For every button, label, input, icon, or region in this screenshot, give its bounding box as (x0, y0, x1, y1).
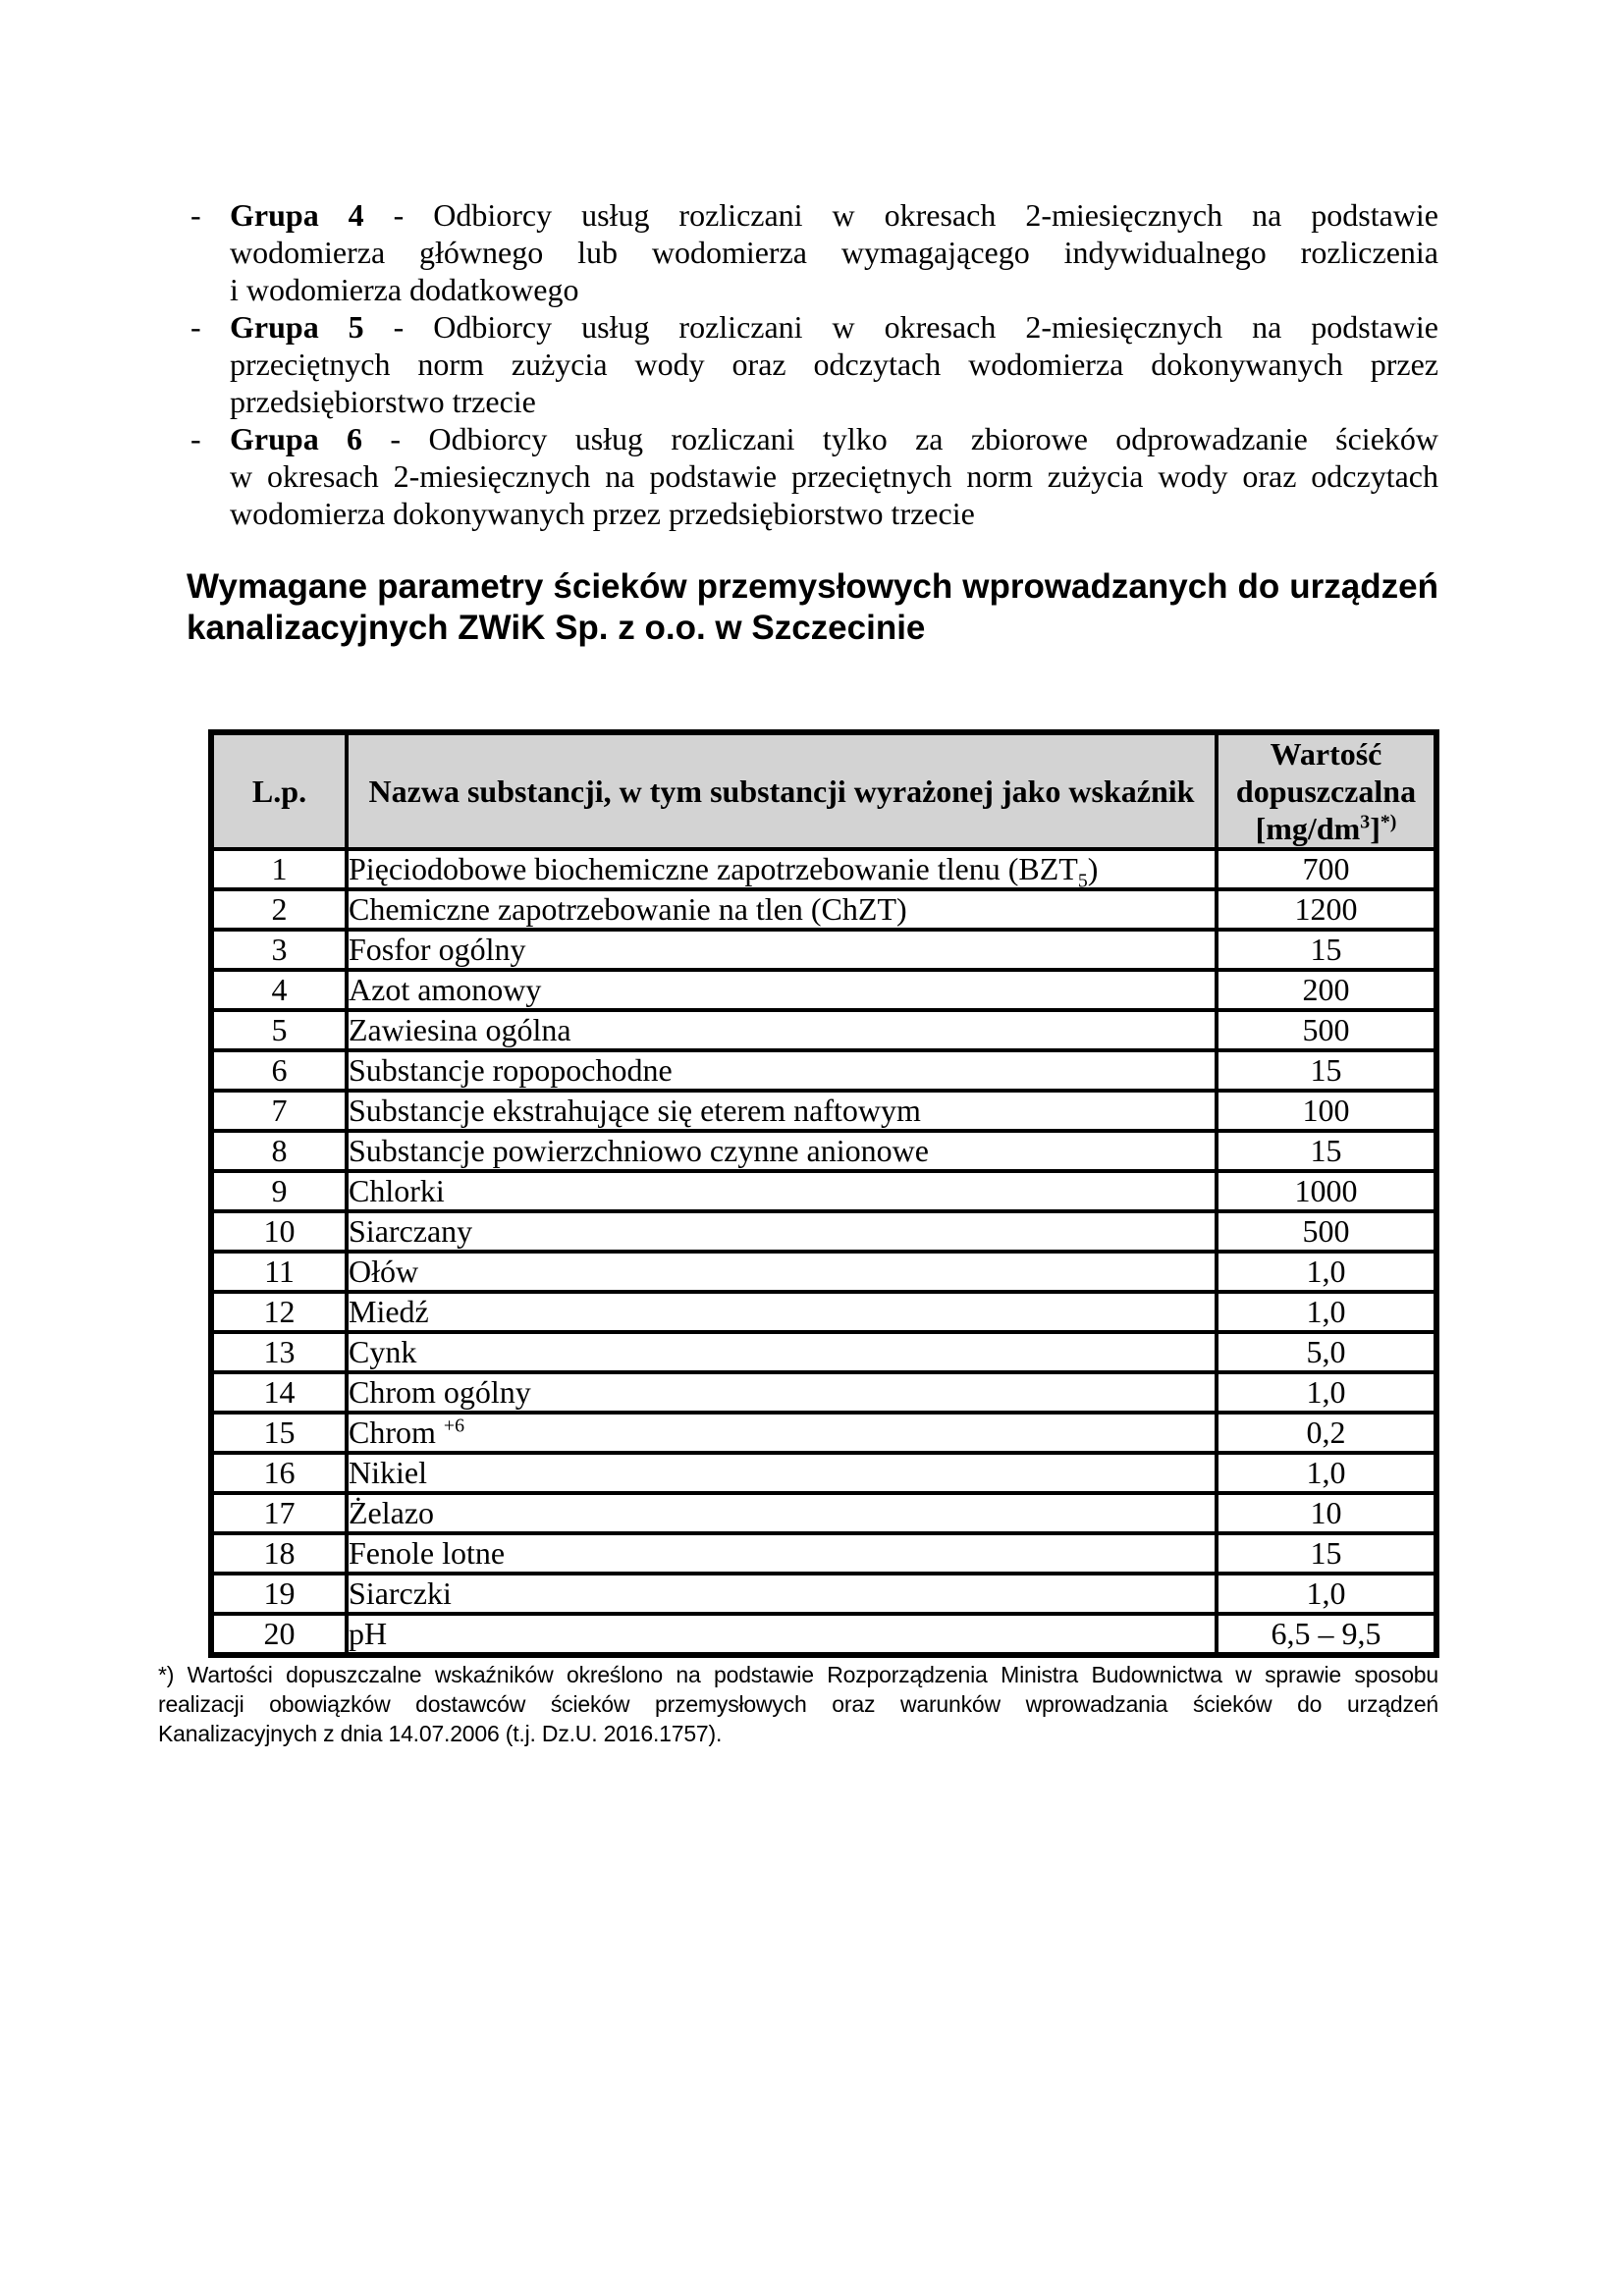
row-number: 5 (211, 1010, 347, 1050)
limit-value: 15 (1217, 1533, 1436, 1574)
header-limit-line (1218, 810, 1434, 847)
list-line: w okresach 2-miesięcznych na podstawie przeciętnych norm zużycia wody oraz odczytach (230, 458, 1438, 494)
row-number: 13 (211, 1332, 347, 1372)
limit-value: 1,0 (1217, 1292, 1436, 1332)
list-line (230, 196, 1438, 234)
dash-bullet: - (190, 421, 201, 456)
row-number: 8 (211, 1131, 347, 1171)
table-row (211, 1533, 1436, 1574)
substance-name: Nikiel (347, 1453, 1217, 1493)
row-number: 4 (211, 970, 347, 1010)
limit-value: 15 (1217, 1131, 1436, 1171)
substance-name: Cynk (347, 1332, 1217, 1372)
limit-value: 200 (1217, 970, 1436, 1010)
footnote-mark: *) (1380, 811, 1397, 833)
row-number: 20 (211, 1614, 347, 1655)
table-row (211, 1010, 1436, 1050)
row-number: 17 (211, 1493, 347, 1533)
list-line (230, 308, 1438, 346)
row-number: 15 (211, 1413, 347, 1453)
limit-value: 500 (1217, 1211, 1436, 1252)
list-line: i wodomierza dodatkowego (230, 272, 579, 307)
substance-text: Pięciodobowe biochemiczne zapotrzebowanie tlenu (BZT (349, 851, 1078, 886)
list-line: przeciętnych norm zużycia wody oraz odczytach wodomierza dokonywanych przez (230, 347, 1438, 382)
list-line-text: - Odbiorcy usług rozliczani w okresach 2-miesięcznych na podstawie (363, 309, 1439, 345)
row-number: 19 (211, 1574, 347, 1614)
list-line (230, 420, 1438, 457)
table-row (211, 1574, 1436, 1614)
substance-name: Azot amonowy (347, 970, 1217, 1010)
table-row (211, 1252, 1436, 1292)
unit-text: ] (1370, 811, 1380, 846)
header-limit-value (1217, 732, 1436, 849)
substance-name: Chrom ogólny (347, 1372, 1217, 1413)
group-label: Grupa 5 (230, 309, 364, 345)
row-number: 6 (211, 1050, 347, 1091)
row-number: 9 (211, 1171, 347, 1211)
limit-value: 15 (1217, 930, 1436, 970)
table-row (211, 1091, 1436, 1131)
substance-text: Chrom (349, 1415, 444, 1450)
table-row (211, 849, 1436, 889)
unit-text: [mg/dm (1255, 811, 1361, 846)
table-row (211, 1292, 1436, 1332)
substance-name: Zawiesina ogólna (347, 1010, 1217, 1050)
dash-bullet: - (190, 197, 201, 233)
parameters-table (208, 729, 1439, 1658)
list-line: wodomierza głównego lub wodomierza wymagającego indywidualnego rozliczenia (230, 235, 1438, 270)
header-limit-line: Wartość (1270, 736, 1382, 772)
heading-line: Wymagane parametry ścieków przemysłowych wprowadzanych do urządzeń (187, 567, 1438, 606)
table-row (211, 1050, 1436, 1091)
table-header-row (211, 732, 1436, 849)
header-lp: L.p. (211, 732, 347, 849)
table-row (211, 1171, 1436, 1211)
footnote-line: *) Wartości dopuszczalne wskaźników określono na podstawie Rozporządzenia Ministra Budownictwa w sprawie sposobu (158, 1662, 1438, 1687)
substance-name: Substancje ekstrahujące się eterem naftowym (347, 1091, 1217, 1131)
table-row (211, 1614, 1436, 1655)
list-line-text: - Odbiorcy usług rozliczani tylko za zbiorowe odprowadzanie ścieków (362, 421, 1439, 456)
footnote-line: realizacji obowiązków dostawców ścieków przemysłowych oraz warunków wprowadzania ścieków do urządzeń (158, 1691, 1438, 1717)
row-number: 12 (211, 1292, 347, 1332)
substance-name (347, 849, 1217, 892)
row-number: 1 (211, 849, 347, 889)
row-number: 10 (211, 1211, 347, 1252)
substance-name: pH (347, 1614, 1217, 1655)
table-row (211, 1131, 1436, 1171)
limit-value: 1,0 (1217, 1372, 1436, 1413)
limit-value: 1,0 (1217, 1252, 1436, 1292)
limit-value: 1,0 (1217, 1574, 1436, 1614)
list-line-text: - Odbiorcy usług rozliczani w okresach 2-miesięcznych na podstawie (363, 197, 1439, 233)
table-row (211, 1372, 1436, 1413)
limit-value: 6,5 – 9,5 (1217, 1614, 1436, 1655)
substance-name: Miedź (347, 1292, 1217, 1332)
table-row (211, 889, 1436, 930)
substance-name: Siarczany (347, 1211, 1217, 1252)
section-heading (187, 566, 1438, 649)
substance-name: Żelazo (347, 1493, 1217, 1533)
footnote-line: Kanalizacyjnych z dnia 14.07.2006 (t.j. Dz.U. 2016.1757). (158, 1721, 723, 1746)
limit-value: 5,0 (1217, 1332, 1436, 1372)
table-row (211, 1211, 1436, 1252)
limit-value: 10 (1217, 1493, 1436, 1533)
row-number: 3 (211, 930, 347, 970)
footnote (158, 1660, 1438, 1748)
substance-subscript: 5 (1077, 870, 1088, 892)
substance-name: Siarczki (347, 1574, 1217, 1614)
table-row (211, 1413, 1436, 1453)
list-line: przedsiębiorstwo trzecie (230, 384, 536, 419)
list-line: wodomierza dokonywanych przez przedsiębiorstwo trzecie (230, 496, 975, 531)
dash-bullet: - (190, 309, 201, 345)
limit-value: 0,2 (1217, 1413, 1436, 1453)
list-item (187, 308, 1438, 420)
row-number: 2 (211, 889, 347, 930)
unit-exponent: 3 (1360, 811, 1371, 833)
substance-name: Fenole lotne (347, 1533, 1217, 1574)
substance-name: Fosfor ogólny (347, 930, 1217, 970)
substance-name: Chemiczne zapotrzebowanie na tlen (ChZT) (347, 889, 1217, 930)
list-item (187, 420, 1438, 532)
table-row (211, 1332, 1436, 1372)
heading-line: kanalizacyjnych ZWiK Sp. z o.o. w Szczecinie (187, 609, 926, 647)
table-row (211, 930, 1436, 970)
header-limit-line: dopuszczalna (1235, 774, 1417, 809)
substance-name: Substancje ropopochodne (347, 1050, 1217, 1091)
limit-value: 1,0 (1217, 1453, 1436, 1493)
substance-name: Chlorki (347, 1171, 1217, 1211)
table-row (211, 1493, 1436, 1533)
substance-superscript: +6 (443, 1415, 464, 1437)
row-number: 16 (211, 1453, 347, 1493)
limit-value: 100 (1217, 1091, 1436, 1131)
limit-value: 700 (1217, 849, 1436, 889)
row-number: 7 (211, 1091, 347, 1131)
substance-text: ) (1087, 851, 1099, 886)
table-row (211, 1453, 1436, 1493)
group-label: Grupa 6 (230, 421, 363, 456)
list-item (187, 196, 1438, 308)
row-number: 11 (211, 1252, 347, 1292)
limit-value: 500 (1217, 1010, 1436, 1050)
group-label: Grupa 4 (230, 197, 364, 233)
row-number: 14 (211, 1372, 347, 1413)
substance-name (347, 1413, 1217, 1453)
limit-value: 15 (1217, 1050, 1436, 1091)
bullet-list (187, 196, 1438, 532)
header-substance: Nazwa substancji, w tym substancji wyrażonej jako wskaźnik (347, 732, 1217, 849)
limit-value: 1000 (1217, 1171, 1436, 1211)
limit-value: 1200 (1217, 889, 1436, 930)
row-number: 18 (211, 1533, 347, 1574)
substance-name: Substancje powierzchniowo czynne anionowe (347, 1131, 1217, 1171)
substance-name: Ołów (347, 1252, 1217, 1292)
table-row (211, 970, 1436, 1010)
